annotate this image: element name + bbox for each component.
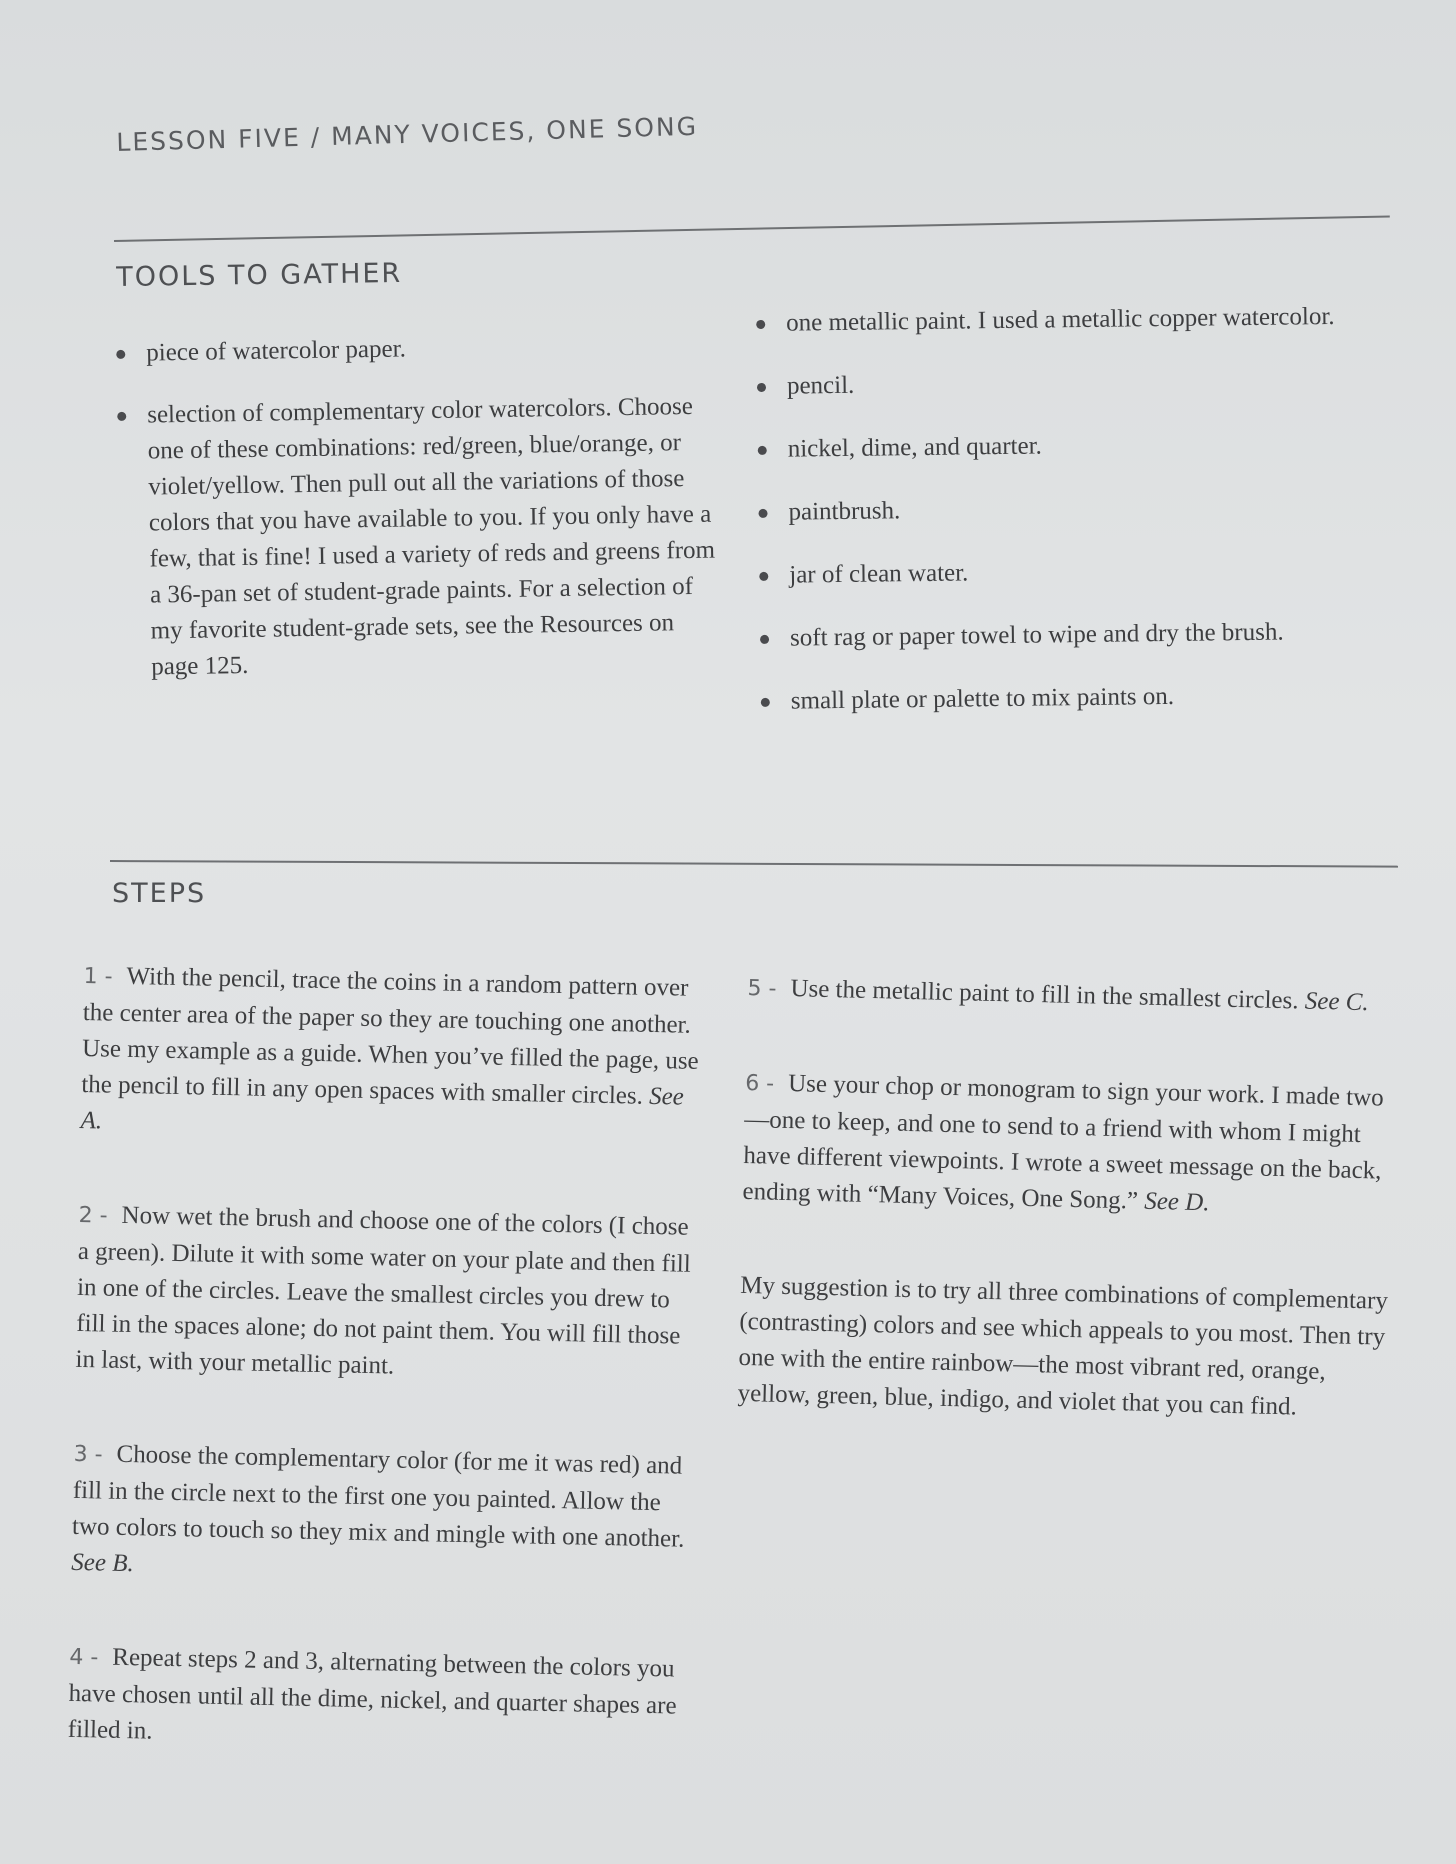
steps-heading: STEPS <box>112 878 207 909</box>
bullet-icon <box>758 509 767 518</box>
tool-item-text: jar of clean water. <box>789 559 969 589</box>
bullet-icon <box>759 572 768 581</box>
tools-list-right <box>756 298 1411 747</box>
step-number: 5 - <box>747 975 777 1002</box>
tool-item-text: piece of watercolor paper. <box>146 335 407 367</box>
step-1 <box>80 958 704 1152</box>
figure-reference: See D. <box>1143 1187 1210 1217</box>
tools-heading: TOOLS TO GATHER <box>116 258 403 293</box>
list-item <box>757 361 1407 405</box>
step-6 <box>742 1065 1405 1226</box>
step-text: With the pencil, trace the coins in a random pattern over the center area of the paper so they are touching one another. Use my example as a guide. When you’ve filled the page, use the pencil to fill in any open spaces with smaller circles. <box>81 962 699 1110</box>
list-item <box>758 424 1408 468</box>
figure-reference: See B. <box>71 1548 135 1578</box>
list-item <box>116 327 716 372</box>
bullet-icon <box>756 320 765 329</box>
tools-list-left <box>116 327 722 712</box>
step-3 <box>71 1436 694 1594</box>
tool-item-text: nickel, dime, and quarter. <box>787 432 1042 463</box>
suggestion-paragraph: My suggestion is to try all three combinations of complementary (contrasting) colors and see which appeals to you most. Then try one with the entire rainbow—the most vibrant red, orange, yellow, green, blue, indigo, and violet that you can find. <box>737 1271 1389 1421</box>
bullet-icon <box>761 698 770 707</box>
steps-divider <box>110 860 1398 868</box>
list-item <box>117 389 721 686</box>
steps-column-left <box>66 958 704 1819</box>
bullet-icon <box>116 350 125 359</box>
step-number: 3 - <box>73 1441 103 1468</box>
list-item <box>758 487 1408 531</box>
step-number: 6 - <box>744 1070 775 1097</box>
running-head: LESSON FIVE / MANY VOICES, ONE SONG <box>116 111 699 157</box>
step-text: Now wet the brush and choose one of the colors (I chose a green). Dilute it with some water on your plate and then fill in one of the circles. Leave the smallest circles you drew to fill in the spaces alone; do not paint them. You will fill those in last, with your metallic paint. <box>75 1201 692 1380</box>
step-number: 1 - <box>83 963 113 990</box>
tool-item-text: pencil. <box>786 371 855 400</box>
step-text: Choose the complementary color (for me it was red) and fill in the circle next to the first one you painted. Allow the two colors to touch so they mix and mingle with one another. <box>71 1440 685 1553</box>
bullet-icon <box>117 412 126 421</box>
list-item <box>756 298 1406 342</box>
figure-reference: See A. <box>80 1082 685 1135</box>
step-number: 2 - <box>78 1202 108 1229</box>
tool-item-text: paintbrush. <box>788 497 901 526</box>
list-item <box>761 676 1411 720</box>
list-item <box>759 550 1409 594</box>
tool-item-text: one metallic paint. I used a metallic copper watercolor. <box>786 302 1335 337</box>
step-text: Use the metallic paint to fill in the smallest circles. <box>790 975 1299 1015</box>
tool-item-text: soft rag or paper towel to wipe and dry the brush. <box>789 618 1284 652</box>
tool-item-text: small plate or palette to mix paints on. <box>790 682 1175 715</box>
bullet-icon <box>757 383 766 392</box>
step-5 <box>747 970 1408 1023</box>
tool-item-text: selection of complementary color watercolors. Choose one of these combinations: red/green, blue/orange, or violet/yellow. Then pull out all the variations of those colors that you have available to you. If you only have a few, that is fine! I used a variety of reds and greens from a 36-pan set of student-grade paints. For a selection of my favorite student-grade sets, see the Resources on page 125. <box>147 392 716 681</box>
list-item <box>760 613 1410 657</box>
figure-reference: See C. <box>1304 987 1369 1017</box>
steps-column-right <box>736 970 1408 1486</box>
top-divider <box>114 216 1390 242</box>
bullet-icon <box>760 635 769 644</box>
step-text: Repeat steps 2 and 3, alternating between the colors you have chosen until all the dime, nickel, and quarter shapes are filled in. <box>67 1643 677 1745</box>
step-text: Use your chop or monogram to sign your work. I made two—one to keep, and one to send to a friend with whom I might have different viewpoints. I wrote a sweet message on the back, ending with “Many Voices, One Song.” <box>742 1070 1385 1215</box>
step-2 <box>75 1197 699 1391</box>
step-4 <box>67 1639 689 1761</box>
step-number: 4 - <box>69 1644 99 1671</box>
bullet-icon <box>758 446 767 455</box>
